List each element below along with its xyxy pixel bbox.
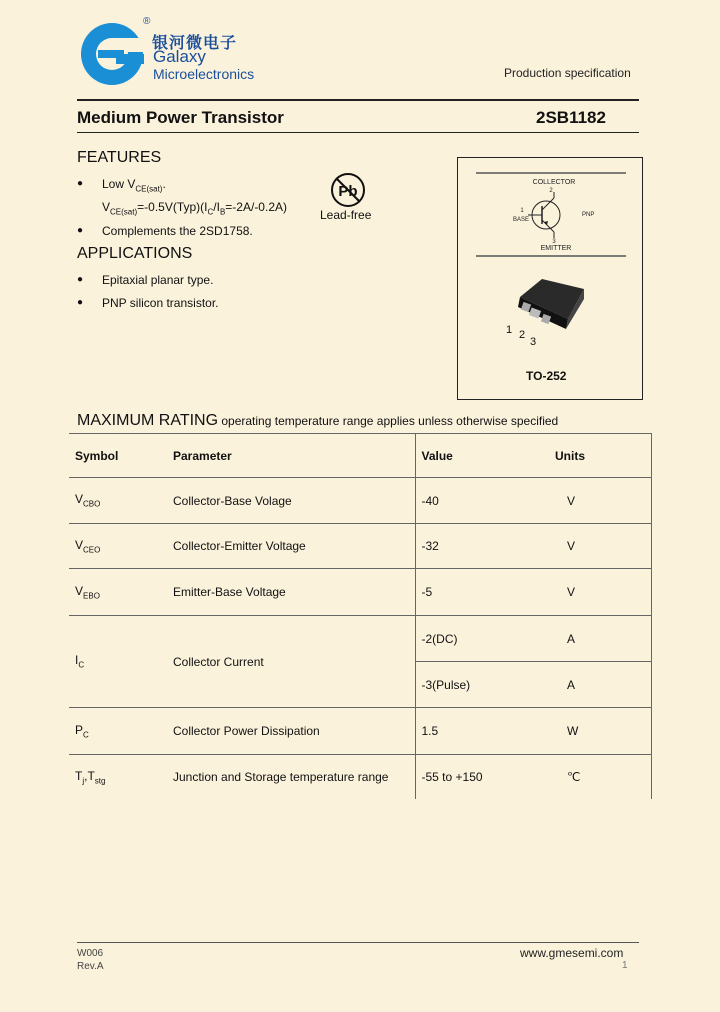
application-item: Epitaxial planar type. [102, 273, 214, 287]
sym2-sub: stg [94, 775, 106, 785]
row-unit: ℃ [549, 755, 651, 799]
product-title: Medium Power Transistor [77, 108, 284, 127]
doc-code: W006 [77, 948, 104, 959]
max-rating-table [69, 433, 652, 799]
to252-package-icon [498, 275, 598, 350]
sym: V [75, 492, 84, 507]
row-symbol [69, 569, 165, 616]
sym: V [75, 583, 84, 598]
row-unit: V [549, 478, 651, 524]
doc-revision: Rev.A [77, 961, 104, 972]
row-param: Collector Current [165, 616, 415, 708]
row-unit: A [549, 616, 651, 662]
emitter-label: EMITTER [540, 245, 572, 252]
company-name-en-1: Galaxy [153, 47, 206, 66]
feature-complement: Complements the 2SD1758. [102, 224, 253, 238]
base-label: BASE [512, 217, 530, 223]
row-value: -5 [415, 569, 549, 616]
feature-vce-spec [102, 200, 287, 216]
doc-type: Production specification [504, 66, 631, 80]
max-rating-note: operating temperature range applies unless otherwise specified [218, 414, 559, 428]
pnp-schematic-icon [458, 158, 640, 268]
title-divider [77, 132, 639, 133]
lead-free-symbol: Pb [338, 183, 358, 200]
lead-free-label: Lead-free [320, 208, 372, 222]
row-symbol [69, 708, 165, 755]
vce-dot: . [162, 177, 166, 191]
row-symbol [69, 755, 165, 799]
application-item: PNP silicon transistor. [102, 296, 219, 310]
col-units: Units [549, 434, 651, 478]
sym-sub: EBO [83, 591, 100, 601]
sym-sub: C [83, 730, 89, 740]
row-param: Emitter-Base Voltage [165, 569, 415, 616]
bullet-icon: ● [77, 274, 84, 285]
max-rating-heading [77, 412, 558, 430]
website-link[interactable]: www.gmesemi.com [520, 946, 624, 960]
table-header-row [69, 434, 651, 478]
spec-c: =-2A/-0.2A) [225, 200, 287, 214]
spec-v: V [102, 200, 111, 214]
row-param: Collector-Base Volage [165, 478, 415, 524]
col-parameter: Parameter [165, 434, 415, 478]
pin-3: 3 [530, 336, 537, 348]
registered-mark: ® [143, 16, 151, 27]
pin-2: 2 [519, 329, 526, 341]
spec-b: /I [213, 200, 220, 214]
company-name-cn: 银河微电子 [152, 35, 238, 52]
row-value: -32 [415, 524, 549, 569]
page-number: 1 [622, 960, 628, 971]
row-value: -55 to +150 [415, 755, 549, 799]
row-unit-2: A [549, 662, 651, 708]
row-symbol [69, 478, 165, 524]
row-value-2: -3(Pulse) [415, 662, 549, 708]
polarity-label: PNP [582, 212, 595, 218]
row-unit: W [549, 708, 651, 755]
table-row [69, 755, 651, 799]
table-row [69, 524, 651, 569]
spec-isub2: B [219, 207, 226, 217]
sym-sub: j [82, 775, 85, 785]
base-pin: 1 [520, 208, 524, 214]
row-value: -40 [415, 478, 549, 524]
col-symbol: Symbol [69, 434, 165, 478]
row-unit: V [549, 569, 651, 616]
spec-a: =-0.5V(Typ)(I [137, 200, 208, 214]
features-heading: FEATURES [77, 149, 162, 166]
emitter-pin: 3 [552, 239, 556, 245]
bullet-icon: ● [77, 225, 84, 236]
applications-heading: APPLICATIONS [77, 245, 193, 262]
spec-isub1: C [207, 207, 214, 217]
sym: V [75, 537, 84, 552]
row-value: -2(DC) [415, 616, 549, 662]
bullet-icon: ● [77, 178, 84, 189]
table-row [69, 478, 651, 524]
sym-sub: C [78, 660, 85, 670]
table-row [69, 616, 651, 662]
company-name-en-2: Microelectronics [153, 66, 255, 82]
table-row [69, 569, 651, 616]
spec-vsub: CE(sat) [110, 207, 138, 217]
sym: I [75, 653, 79, 668]
feature-low-vce [102, 177, 166, 193]
row-unit: V [549, 524, 651, 569]
sym: T [75, 768, 83, 783]
header-divider [77, 99, 639, 101]
sym-sub: CEO [83, 545, 101, 555]
row-param: Collector Power Dissipation [165, 708, 415, 755]
package-name: TO-252 [526, 369, 567, 383]
lead-free-icon [328, 172, 368, 208]
table-row [69, 708, 651, 755]
part-number: 2SB1182 [536, 108, 606, 127]
sym-sub: CBO [83, 499, 101, 509]
row-param: Junction and Storage temperature range [165, 755, 415, 799]
sym2: ,T [84, 768, 95, 783]
sym: P [75, 722, 84, 737]
bullet-icon: ● [77, 297, 84, 308]
vce-sub: CE(sat) [135, 184, 163, 194]
footer-divider [77, 942, 639, 943]
max-rating-title: MAXIMUM RATING [77, 412, 219, 429]
row-symbol [69, 524, 165, 569]
collector-pin: 2 [549, 188, 553, 194]
row-symbol [69, 616, 165, 708]
row-value: 1.5 [415, 708, 549, 755]
col-value: Value [415, 434, 549, 478]
collector-label: COLLECTOR [532, 179, 576, 186]
vce-label: Low V [102, 177, 136, 191]
galaxy-logo-icon [78, 16, 151, 88]
pin-1: 1 [506, 324, 513, 336]
row-param: Collector-Emitter Voltage [165, 524, 415, 569]
